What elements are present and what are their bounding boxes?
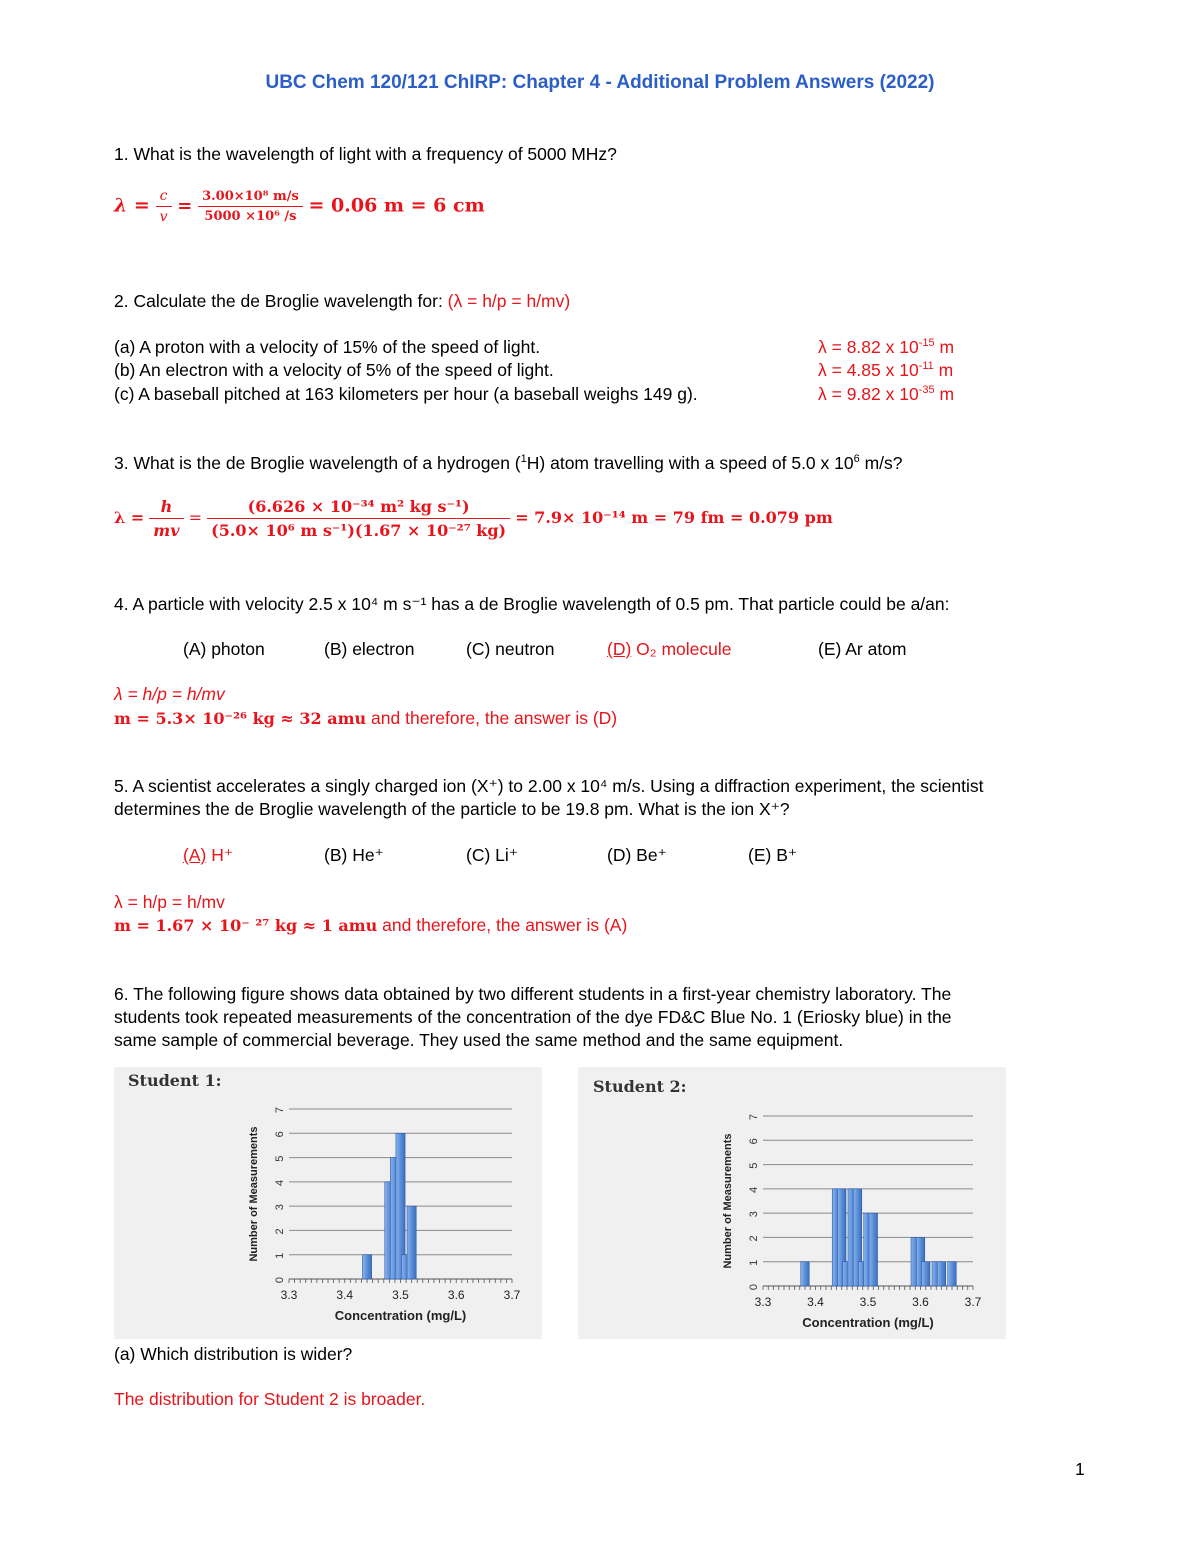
chart1-ytick-label: 3 [274,1204,286,1211]
q4-question: 4. A particle with velocity 2.5 x 10⁴ m s⁻¹ has a de Broglie wavelength of 0.5 pm. That particle could be a/an: [114,594,950,614]
q2-question-prefix: 2. Calculate the de Broglie wavelength for: [114,291,448,311]
chart2-bar [869,1213,878,1286]
q4-option-e: (E) Ar atom [818,639,907,659]
q1-eq-lambda: λ = [114,194,150,217]
q3-question [114,452,903,474]
chart1-ytick-label: 1 [274,1252,286,1259]
chart1-ytick-label: 6 [274,1131,286,1138]
q1-equation [114,188,485,225]
q3-equation [114,497,833,540]
q2-item-b: (b) An electron with a velocity of 5% of the speed of light. [114,360,554,380]
q3-sup-2: 6 [853,453,860,466]
q4-option-d [607,638,731,660]
q1-question: 1. What is the wavelength of light with a frequency of 5000 MHz? [114,144,617,164]
chart2-bar [948,1262,957,1286]
chart1-xtick-label: 3.3 [280,1288,298,1302]
page-title: UBC Chem 120/121 ChIRP: Chapter 4 - Additional Problem Answers (2022) [265,72,935,93]
chart1-xtick-label: 3.6 [447,1288,465,1302]
chart2-xtick-label: 3.5 [859,1295,877,1309]
chart2-ytick-label: 6 [748,1138,760,1145]
chart1-bar [407,1206,416,1279]
q1-eq-v: v [159,209,168,225]
page-number: 1 [1075,1459,1085,1479]
q4-option-d-letter: (D) [607,639,632,659]
chart2-ytick-label: 4 [748,1186,760,1193]
chart2-xtick-label: 3.7 [964,1295,982,1309]
q1-eq-fraction [198,189,303,224]
chart-student-1 [114,1067,542,1339]
q6-line3: same sample of commercial beverage. They used the same method and the same equipment. [114,1030,844,1050]
q2-answer-b-exp: -11 [918,360,934,373]
q5-option-b: (B) He⁺ [324,845,384,865]
q5-line2: determines the de Broglie wavelength of the particle to be 19.8 pm. What is the ion X⁺? [114,799,790,819]
q5-option-a-letter: (A) [183,845,207,865]
chart2-bar [922,1262,931,1286]
q3-question-a: 3. What is the de Broglie wavelength of a hydrogen ( [114,453,521,473]
q3-eq-den: (5.0× 10⁶ m s⁻¹)(1.67 × 10⁻²⁷ kg) [211,521,507,540]
chart1-ytick-label: 2 [274,1228,286,1235]
chart1-ytick-label: 4 [274,1179,286,1186]
q1-eq-den: 5000 ×10⁶ /s [204,209,297,224]
q5-answer [114,914,627,937]
chart1-bar [362,1255,371,1279]
q2-answer-a [818,336,954,358]
chart2-ytick-label: 1 [748,1259,760,1266]
chart2-xtick-label: 3.3 [754,1295,772,1309]
chart2-ytick-label: 7 [748,1114,760,1121]
chart1-title: Student 1: [128,1071,222,1090]
chart2-plot [578,1067,1006,1339]
chart2-bar [801,1262,810,1286]
q2-answer-a-exp: -15 [918,337,935,350]
q4-option-b: (B) electron [324,639,415,659]
q5-option-d: (D) Be⁺ [607,845,667,865]
chart2-xtick-label: 3.4 [807,1295,824,1309]
q1-eq-result: = 0.06 m = 6 cm [308,194,485,217]
q2-answer-a-unit: m [934,337,955,357]
q2-answer-c [818,383,954,405]
q3-eq-mv: mv [153,521,180,540]
q5-answer-eq: m = 1.67 × 10⁻ ²⁷ kg ≈ 1 amu [114,916,378,935]
q4-option-d-text: O₂ molecule [636,639,732,659]
q1-eq-c: c [156,188,172,207]
q4-formula: λ = h/p = h/mv [114,684,225,704]
q3-eq-eq: = [188,508,203,527]
chart2-title: Student 2: [593,1077,687,1096]
q5-line1: 5. A scientist accelerates a singly charged ion (X⁺) to 2.00 x 10⁴ m/s. Using a diffraction experiment, the scientist [114,776,984,796]
q2-answer-b-base: λ = 4.85 x 10 [818,360,919,380]
chart2-bar [937,1262,946,1286]
q2-answer-b [818,359,953,381]
q4-option-a: (A) photon [183,639,265,659]
q2-answer-a-base: λ = 8.82 x 10 [818,337,919,357]
chart2-xlabel: Concentration (mg/L) [802,1315,934,1330]
q5-option-a-text: H⁺ [211,845,234,865]
q3-sup-1: 1 [520,453,527,466]
chart1-ylabel: Number of Measurements [248,1126,260,1262]
q1-eq-cv [156,188,172,225]
chart-student-2 [578,1067,1006,1339]
chart1-xtick-label: 3.4 [336,1288,354,1302]
q5-answer-text: and therefore, the answer is (A) [377,915,628,935]
q6-part-a: (a) Which distribution is wider? [114,1344,353,1364]
q3-question-c: m/s? [859,453,903,473]
q5-option-e: (E) B⁺ [748,845,798,865]
q5-option-a [183,844,233,866]
q1-eq-num: 3.00×10⁸ m/s [198,189,303,207]
q3-question-b: H) atom travelling with a speed of 5.0 x 10 [526,453,854,473]
q3-eq-hmv [149,497,183,540]
q2-answer-b-unit: m [933,360,954,380]
q4-answer-eq: m = 5.3× 10⁻²⁶ kg ≈ 32 amu [114,709,367,728]
q5-option-c: (C) Li⁺ [466,845,519,865]
q4-answer-text: and therefore, the answer is (D) [366,708,618,728]
chart1-xtick-label: 3.7 [503,1288,521,1302]
q3-eq-result: = 7.9× 10⁻¹⁴ m = 79 fm = 0.079 pm [515,508,833,527]
q3-eq-num: (6.626 × 10⁻³⁴ m² kg s⁻¹) [207,497,510,519]
chart1-xlabel: Concentration (mg/L) [334,1308,467,1323]
chart1-xtick-label: 3.5 [392,1288,409,1302]
chart2-xtick-label: 3.6 [912,1295,929,1309]
q6-line1: 6. The following figure shows data obtained by two different students in a first-year chemistry laboratory. The [114,984,952,1004]
chart1-plot [114,1067,542,1339]
q6-answer-a: The distribution for Student 2 is broader. [114,1389,426,1409]
q2-item-c: (c) A baseball pitched at 163 kilometers per hour (a baseball weighs 149 g). [114,384,698,404]
q5-formula: λ = h/p = h/mv [114,892,225,912]
chart2-ytick-label: 5 [748,1162,760,1169]
chart1-ytick-label: 7 [274,1107,286,1114]
q4-option-c: (C) neutron [466,639,555,659]
q2-answer-c-base: λ = 9.82 x 10 [818,384,919,404]
chart2-ytick-label: 0 [748,1284,760,1291]
chart1-ytick-label: 5 [274,1155,286,1162]
q2-answer-c-exp: -35 [918,384,935,397]
q3-eq-fraction [207,497,510,540]
q2-question-formula: (λ = h/p = h/mv) [447,291,571,311]
q1-eq-eq: = [177,195,193,217]
chart2-ytick-label: 3 [748,1211,760,1218]
q2-item-a: (a) A proton with a velocity of 15% of the speed of light. [114,337,541,357]
q2-answer-c-unit: m [934,384,955,404]
chart1-ytick-label: 0 [274,1277,286,1284]
q4-answer [114,707,617,730]
chart2-ytick-label: 2 [748,1235,760,1242]
q3-eq-h: h [149,497,183,519]
q2-question [114,290,570,312]
q6-line2: students took repeated measurements of the concentration of the dye FD&C Blue No. 1 (Eriosky blue) in the [114,1007,952,1027]
q3-eq-lambda: λ = [114,508,145,527]
chart2-ylabel: Number of Measurements [722,1133,734,1269]
